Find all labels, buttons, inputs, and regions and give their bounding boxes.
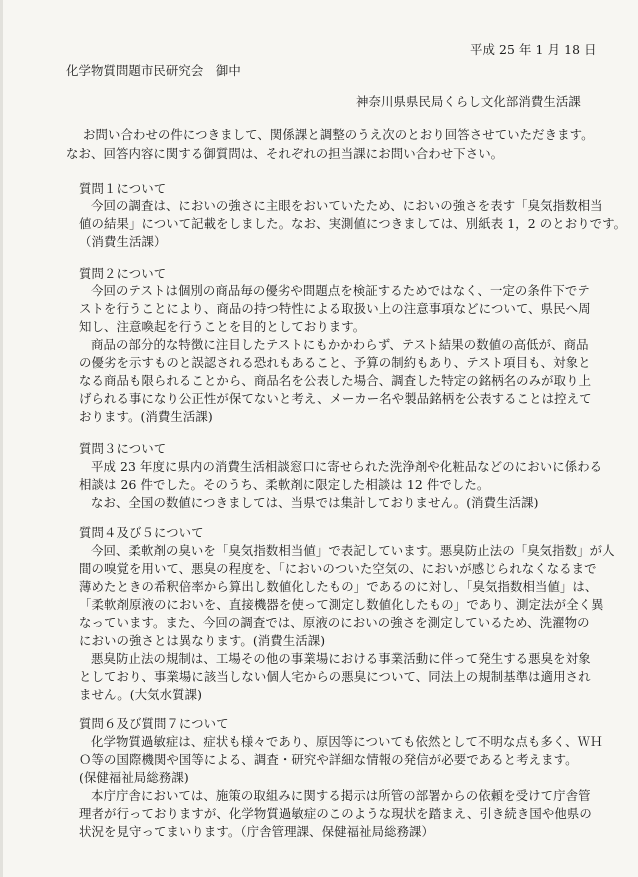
sender: 神奈川県県民局くらし文化部消費生活課 xyxy=(356,94,581,109)
body-line: 今回、柔軟剤の臭いを「臭気指数相当値」で表記しています。悪臭防止法の「臭気指数」が人 xyxy=(91,543,615,558)
body-line: 値の結果」について記載をしました。なお、実測値につきましては、別紙表 1，2 のとおりです。 xyxy=(79,216,627,231)
body-line: ません。(大気水質課) xyxy=(79,687,203,702)
body-line: 相談は 26 件でした。そのうち、柔軟剤に限定した相談は 12 件でした。 xyxy=(79,477,490,492)
body-line: Ｏ等の国際機関や国等による、調査・研究や詳細な情報の発信が必要であると考えます。 xyxy=(79,752,578,767)
letter-date: 平成 25 年 1 月 18 日 xyxy=(470,42,597,57)
body-line: 薄めたときの希釈倍率から算出し数値化したもの」であるのに対し、「臭気指数相当値」は、 xyxy=(79,579,598,594)
addressee: 化学物質問題市民研究会 御中 xyxy=(66,63,241,78)
body-line: 「柔軟剤原液のにおいを、直接機器を使って測定し数値化したもの」であり、測定法が全く異 xyxy=(79,597,604,612)
body-line: 今回の調査は、においの強さに主眼をおいていたため、においの強さを表す「臭気指数相当 xyxy=(91,198,603,213)
scan-edge xyxy=(0,0,3,877)
question-2-heading: 質問２について xyxy=(79,266,167,281)
body-line: としており、事業場に該当しない個人宅からの悪臭について、同法上の規制基準は適用され xyxy=(79,669,591,684)
body-line: 平成 23 年度に県内の消費生活相談窓口に寄せられた洗浄剤や化粧品などのにおいに係わる xyxy=(91,459,603,474)
body-line: 理者が行っておりますが、化学物質過敏症のこのような現状を踏まえ、引き続き国や他県の xyxy=(79,806,592,821)
body-line: 本庁庁舎においては、施策の取組みに関する掲示は所管の部署からの依頼を受けて庁舎管 xyxy=(91,788,591,803)
body-line: 間の嗅覚を用いて、悪臭の程度を、「においのついた空気の、においが感じられなくなるまで xyxy=(79,561,597,576)
question-6-7-heading: 質問６及び質問７について xyxy=(79,716,229,731)
body-line: 化学物質過敏症は、症状も様々であり、原因等についても依然として不明な点も多く、ＷＨ xyxy=(91,734,603,749)
body-line: （消費生活課） xyxy=(79,234,167,249)
body-line: 今回のテストは個別の商品毎の優劣や問題点を検証するためではなく、一定の条件下でテ xyxy=(91,283,590,298)
body-line: においの強さとは異なります。(消費生活課) xyxy=(79,633,326,648)
body-line: げられる事になり公正性が保てないと考え、メーカー名や製品銘柄を公表することは控えて xyxy=(79,391,592,406)
intro-line: なお、回答内容に関する御質問は、それぞれの担当課にお問い合わせ下さい。 xyxy=(66,146,504,161)
body-line: 悪臭防止法の規制は、工場その他の事業場における事業活動に伴って発生する悪臭を対象 xyxy=(91,651,591,666)
body-line: (保健福祉局総務課) xyxy=(79,770,189,785)
body-line: の優劣を示すものと誤認される恐れもあること、予算の制約もあり、テスト項目も、対象と xyxy=(79,355,591,370)
question-1-heading: 質問１について xyxy=(79,181,167,196)
question-3-heading: 質問３について xyxy=(79,441,167,456)
body-line: 商品の部分的な特徴に注目したテストにもかかわらず、テスト結果の数値の高低が、商品 xyxy=(91,337,589,352)
body-line: ストを行うことにより、商品の持つ特性による取扱い上の注意事項などについて、県民へ周 xyxy=(79,301,591,316)
body-line: 状況を見守ってまいります。（庁舎管理課、保健福祉局総務課） xyxy=(79,824,435,839)
body-line: おります。(消費生活課) xyxy=(79,409,213,424)
body-line: なる商品も限られることから、商品名を公表した場合、調査した特定の銘柄名のみが取り上 xyxy=(79,373,592,388)
question-4-5-heading: 質問４及び５について xyxy=(79,525,204,540)
body-line: なっています。また、今回の調査では、原液のにおいの強さを測定しているため、洗濯物の xyxy=(79,615,590,630)
intro-line: お問い合わせの件につきまして、関係課と調整のうえ次のとおり回答させていただきます。 xyxy=(83,127,594,142)
body-line: 知し、注意喚起を行うことを目的としております。 xyxy=(79,319,366,334)
body-line: なお、全国の数値につきましては、当県では集計しておりません。(消費生活課) xyxy=(91,495,539,510)
